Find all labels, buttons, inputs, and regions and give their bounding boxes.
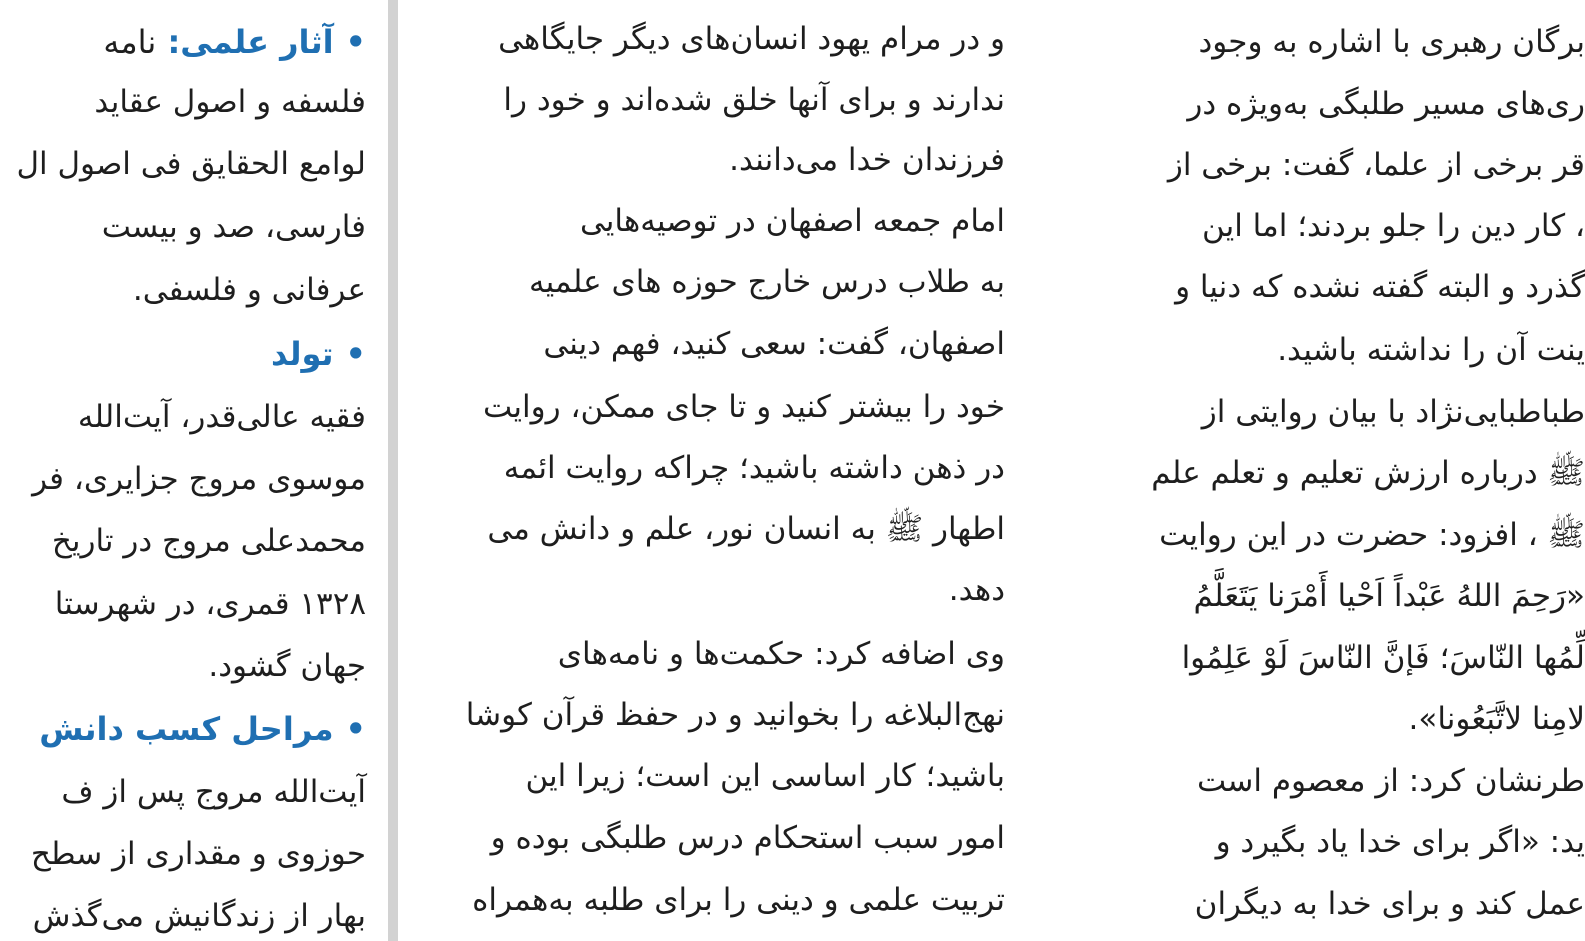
section-heading-birth	[271, 330, 366, 378]
paragraph-line: آیت‌الله مروج پس از ف	[61, 774, 366, 810]
paragraph-line: لامِنا لاتَّبَعُونا».	[1408, 701, 1585, 737]
paragraph-line: و در مرام یهود انسان‌های دیگر جایگاهی	[498, 21, 1005, 57]
paragraph-line: طباطبایی‌نژاد با بیان روایتی از	[1201, 394, 1585, 430]
paragraph-line: ، کار دین را جلو بردند؛ اما این	[1201, 208, 1585, 244]
paragraph-line: فرزندان خدا می‌دانند.	[729, 142, 1005, 178]
paragraph-line: تربیت علمی و دینی را برای طلبه به‌همراه	[472, 882, 1005, 918]
paragraph-line: دهد.	[948, 572, 1005, 608]
paragraph-line: فقیه عالی‌قدر، آیت‌الله	[77, 399, 366, 435]
heading-text: تولد	[270, 335, 334, 373]
right-column	[1065, 0, 1585, 941]
paragraph-line: بهار از زندگانیش می‌گذش	[32, 898, 366, 934]
paragraph-line: فلسفه و اصول عقاید	[94, 84, 366, 120]
paragraph-line: برگان رهبری با اشاره به وجود	[1198, 24, 1585, 60]
paragraph-line: فارسی، صد و بیست	[101, 209, 366, 245]
paragraph-line: محمدعلی مروج در تاریخ	[51, 523, 366, 559]
paragraph-line: نامه	[103, 23, 157, 61]
paragraph-line: ﷺ ، افزود: حضرت در این روایت	[1159, 517, 1585, 553]
paragraph-line: لوامع الحقایق فی اصول ال	[16, 146, 366, 182]
bullet-icon: •	[345, 710, 366, 748]
left-column	[0, 0, 366, 941]
paragraph-line: خود را بیشتر کنید و تا جای ممکن، روایت	[482, 389, 1005, 425]
paragraph-line: وی اضافه کرد: حکمت‌ها و نامه‌های	[557, 636, 1005, 672]
paragraph-line: باشید؛ کار اساسی این است؛ زیرا این	[525, 758, 1005, 794]
paragraph-line: ﷺ درباره ارزش تعلیم و تعلم علم	[1151, 455, 1585, 491]
paragraph-line: اطهار ﷺ به انسان نور، علم و دانش می	[487, 511, 1005, 547]
paragraph-line: ری‌های مسیر طلبگی به‌ویژه در	[1187, 86, 1585, 122]
paragraph-line: لِّمُها النّاسَ؛ فَإنَّ النّاسَ لَوْ عَلِمُوا	[1181, 640, 1585, 676]
middle-column	[425, 0, 1005, 941]
paragraph-line: گذرد و البته گفته نشده که دنیا و	[1175, 269, 1585, 305]
bullet-icon: •	[345, 23, 366, 61]
paragraph-line: حوزوی و مقداری از سطح	[30, 836, 366, 872]
paragraph-line: جهان گشود.	[208, 648, 366, 684]
paragraph-line: قر برخی از علما، گفت: برخی از	[1167, 147, 1585, 183]
paragraph-line: امور سبب استحکام درس طلبگی بوده و	[490, 820, 1005, 856]
paragraph-line: ینت آن را نداشته باشید.	[1277, 332, 1585, 368]
paragraph-line: اصفهان، گفت: سعی کنید، فهم دینی	[543, 326, 1005, 362]
paragraph-line: ندارند و برای آنها خلق شده‌اند و خود را	[503, 82, 1005, 118]
section-heading-scientific-works	[103, 18, 366, 66]
column-divider	[388, 0, 398, 941]
heading-text: مراحل کسب دانش	[39, 710, 334, 748]
paragraph-line: نهج‌البلاغه را بخوانید و در حفظ قرآن کوشا	[465, 697, 1005, 733]
paragraph-line: امام جمعه اصفهان در توصیه‌هایی	[579, 203, 1005, 239]
paragraph-line: «رَحِمَ اللهُ عَبْداً اَحْیا أَمْرَنا یَتَعَلَّمُ	[1193, 578, 1585, 614]
paragraph-line: عرفانی و فلسفی.	[132, 272, 366, 308]
paragraph-line: موسوی مروج جزایری، فر	[32, 461, 366, 497]
paragraph-line: طرنشان کرد: از معصوم است	[1196, 763, 1585, 799]
paragraph-line: به طلاب درس خارج حوزه های علمیه	[528, 264, 1005, 300]
section-heading-education	[39, 705, 366, 753]
paragraph-line: ۱۳۲۸ قمری، در شهرستا	[54, 586, 366, 622]
paragraph-line: عمل کند و برای خدا به دیگران	[1194, 886, 1585, 922]
paragraph-line: در ذهن داشته باشید؛ چراکه روایت ائمه	[503, 450, 1005, 486]
heading-text: آثار علمی:	[167, 23, 334, 61]
bullet-icon: •	[345, 335, 366, 373]
paragraph-line: ید: «اگر برای خدا یاد بگیرد و	[1215, 824, 1585, 860]
